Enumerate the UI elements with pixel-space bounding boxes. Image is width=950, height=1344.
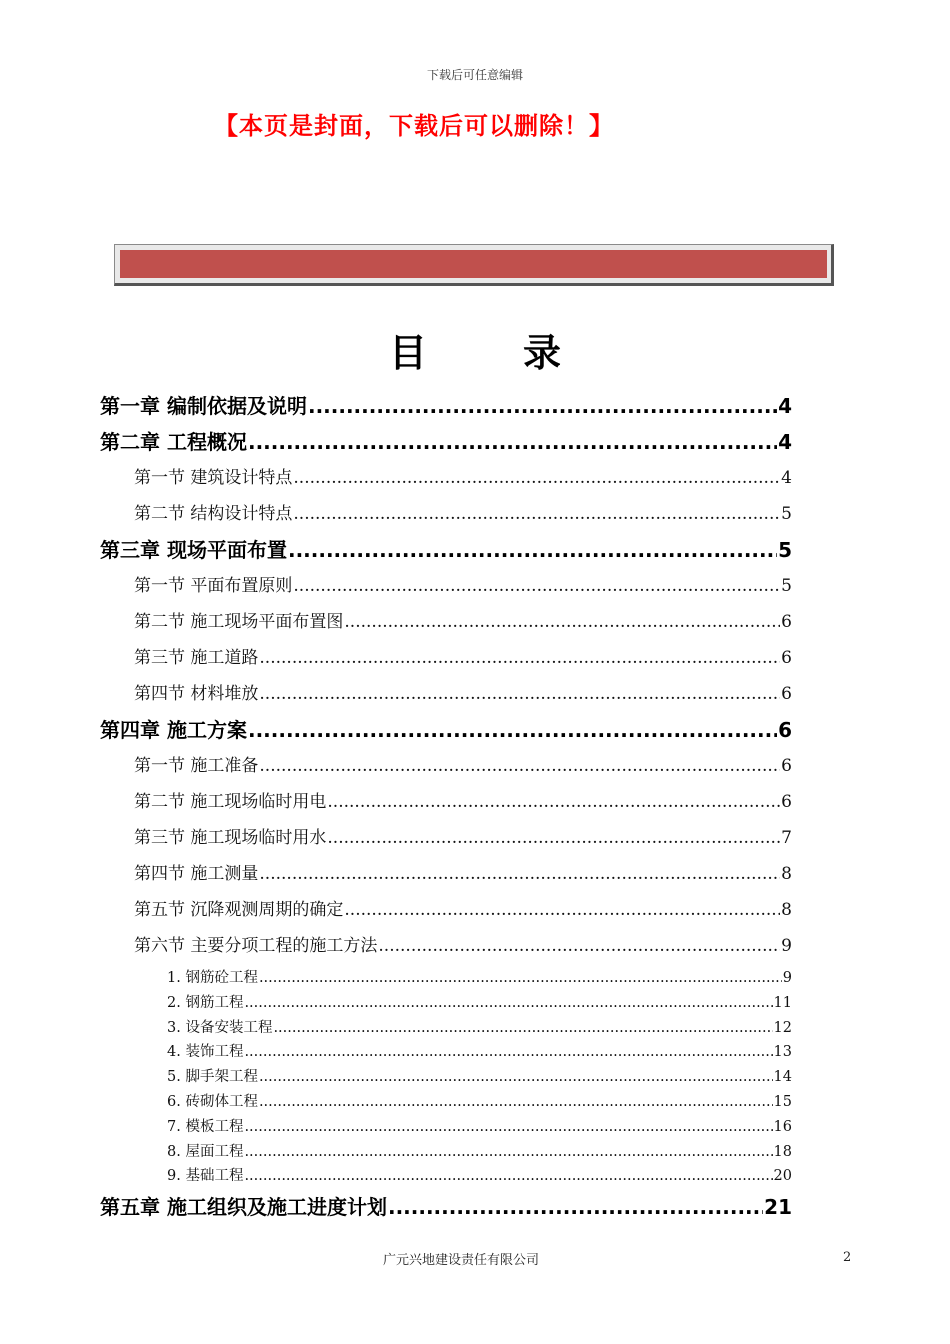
- toc-entry-label: 第一节 施工准备: [134, 756, 259, 776]
- toc-leader-dots: [248, 712, 777, 748]
- toc-entry-label: 7. 模板工程: [167, 1118, 244, 1135]
- toc-entry-page: 7: [781, 828, 792, 848]
- toc-leader-dots: [388, 1189, 763, 1225]
- toc-entry-label: 8. 屋面工程: [167, 1143, 244, 1160]
- toc-entry-page: 16: [773, 1118, 792, 1135]
- toc-entry-label: 第一节 建筑设计特点: [134, 468, 293, 488]
- toc-section[interactable]: [100, 928, 792, 964]
- toc-leader-dots: [259, 966, 782, 991]
- toc-subsection[interactable]: [100, 1016, 792, 1041]
- toc-subsection[interactable]: [100, 1115, 792, 1140]
- toc-entry-label: 第二节 结构设计特点: [134, 504, 293, 524]
- toc-chapter[interactable]: [100, 424, 792, 460]
- toc-leader-dots: [259, 1090, 773, 1115]
- toc-leader-dots: [244, 1040, 772, 1065]
- banner-fill: [120, 250, 827, 278]
- toc-entry-label: 第四节 施工测量: [134, 864, 259, 884]
- toc-leader-dots: [273, 1016, 772, 1041]
- toc-entry-page: 4: [781, 468, 792, 488]
- toc-subsection[interactable]: [100, 1065, 792, 1090]
- toc-entry-label: 3. 设备安装工程: [167, 1019, 273, 1036]
- toc-leader-dots: [327, 784, 780, 820]
- toc-leader-dots: [259, 640, 780, 676]
- toc-entry-label: 第三节 施工道路: [134, 648, 259, 668]
- toc-subsection[interactable]: [100, 966, 792, 991]
- table-of-contents: [100, 388, 792, 1225]
- toc-entry-label: 第二节 施工现场平面布置图: [134, 612, 344, 632]
- toc-leader-dots: [344, 604, 780, 640]
- toc-entry-page: 6: [778, 718, 792, 742]
- toc-entry-label: 第四节 材料堆放: [134, 684, 259, 704]
- toc-section[interactable]: [100, 460, 792, 496]
- toc-chapter[interactable]: [100, 1189, 792, 1225]
- toc-leader-dots: [244, 1140, 772, 1165]
- toc-entry-page: 21: [764, 1195, 792, 1220]
- toc-entry-label: 第三节 施工现场临时用水: [134, 828, 327, 848]
- footer-company: 广元兴地建设责任有限公司: [382, 1253, 539, 1268]
- toc-section[interactable]: [100, 856, 792, 892]
- toc-entry-label: 第五节 沉降观测周期的确定: [134, 900, 344, 920]
- toc-section[interactable]: [100, 604, 792, 640]
- toc-entry-page: 6: [781, 684, 792, 704]
- toc-entry-label: 4. 装饰工程: [167, 1044, 244, 1061]
- footer-page-number: 2: [843, 1250, 852, 1265]
- toc-entry-label: 2. 钢筋工程: [167, 994, 244, 1011]
- toc-section[interactable]: [100, 892, 792, 928]
- toc-entry-page: 8: [781, 900, 792, 920]
- toc-chapter[interactable]: [100, 712, 792, 748]
- toc-entry-label: 6. 砖砌体工程: [167, 1093, 258, 1110]
- toc-entry-page: 15: [773, 1093, 792, 1110]
- toc-entry-page: 4: [778, 394, 792, 418]
- toc-leader-dots: [308, 388, 777, 424]
- toc-entry-page: 9: [781, 936, 792, 956]
- toc-leader-dots: [244, 1115, 772, 1140]
- toc-leader-dots: [293, 568, 780, 604]
- toc-chapter[interactable]: [100, 532, 792, 568]
- toc-entry-page: 6: [781, 648, 792, 668]
- toc-section[interactable]: [100, 496, 792, 532]
- toc-leader-dots: [293, 460, 780, 496]
- toc-entry-label: 第一节 平面布置原则: [134, 576, 293, 596]
- toc-entry-page: 20: [773, 1168, 792, 1185]
- toc-entry-page: 11: [773, 994, 792, 1011]
- toc-entry-label: 5. 脚手架工程: [167, 1069, 258, 1086]
- toc-leader-dots: [259, 1065, 773, 1090]
- toc-leader-dots: [327, 820, 780, 856]
- toc-section[interactable]: [100, 784, 792, 820]
- toc-leader-dots: [244, 991, 772, 1016]
- toc-section[interactable]: [100, 640, 792, 676]
- toc-leader-dots: [259, 748, 780, 784]
- toc-title-char-1: 目: [388, 331, 427, 375]
- toc-entry-label: 第一章 编制依据及说明: [100, 394, 307, 418]
- toc-entry-label: 第六节 主要分项工程的施工方法: [134, 936, 378, 956]
- toc-section[interactable]: [100, 748, 792, 784]
- decorative-banner: [114, 244, 834, 286]
- toc-title-char-2: 录: [523, 331, 562, 375]
- toc-entry-page: 8: [781, 864, 792, 884]
- toc-entry-label: 第五章 施工组织及施工进度计划: [100, 1195, 387, 1220]
- header-note: 下载后可任意编辑: [426, 68, 523, 82]
- toc-title: [0, 322, 950, 377]
- toc-leader-dots: [259, 676, 780, 712]
- toc-entry-page: 18: [773, 1143, 792, 1160]
- toc-section[interactable]: [100, 568, 792, 604]
- toc-subsection[interactable]: [100, 991, 792, 1016]
- toc-leader-dots: [259, 856, 780, 892]
- toc-entry-label: 第二节 施工现场临时用电: [134, 792, 327, 812]
- toc-section[interactable]: [100, 820, 792, 856]
- toc-entry-page: 6: [781, 792, 792, 812]
- toc-entry-page: 5: [781, 576, 792, 596]
- toc-entry-label: 1. 钢筋砼工程: [167, 970, 258, 986]
- toc-leader-dots: [288, 532, 777, 568]
- toc-entry-label: 第二章 工程概况: [100, 430, 247, 454]
- toc-chapter[interactable]: [100, 388, 792, 424]
- toc-subsection[interactable]: [100, 1090, 792, 1115]
- toc-subsection[interactable]: [100, 1040, 792, 1065]
- toc-subsection[interactable]: [100, 1140, 792, 1165]
- toc-leader-dots: [248, 424, 777, 460]
- toc-entry-label: 第四章 施工方案: [100, 718, 247, 742]
- toc-entry-page: 12: [773, 1019, 792, 1036]
- toc-section[interactable]: [100, 676, 792, 712]
- toc-entry-page: 4: [778, 430, 792, 454]
- toc-leader-dots: [378, 928, 780, 964]
- toc-entry-label: 第三章 现场平面布置: [100, 538, 287, 562]
- toc-entry-page: 9: [782, 970, 792, 986]
- cover-notice: 【本页是封面，下载后可以删除！】: [214, 112, 614, 140]
- toc-entry-page: 13: [773, 1044, 792, 1061]
- toc-leader-dots: [244, 1164, 772, 1189]
- toc-subsection[interactable]: [100, 1164, 792, 1189]
- toc-entry-page: 6: [781, 756, 792, 776]
- toc-entry-page: 6: [781, 612, 792, 632]
- toc-leader-dots: [293, 496, 780, 532]
- toc-entry-page: 14: [773, 1069, 792, 1086]
- toc-entry-page: 5: [781, 504, 792, 524]
- toc-entry-label: 9. 基础工程: [167, 1168, 244, 1185]
- toc-leader-dots: [344, 892, 780, 928]
- toc-entry-page: 5: [778, 538, 792, 562]
